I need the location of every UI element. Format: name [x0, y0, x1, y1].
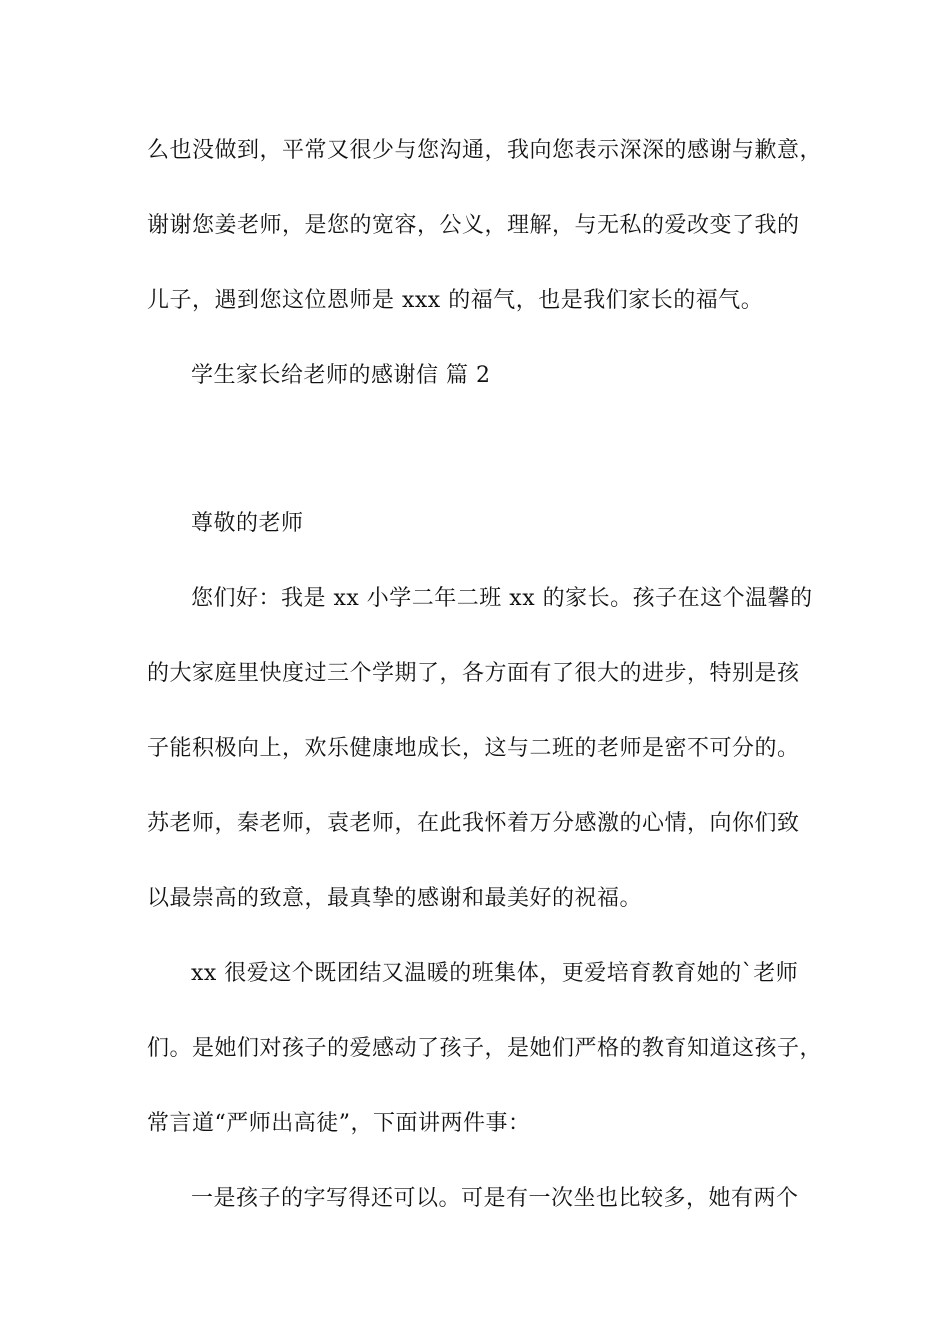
paragraph-line: 儿子，遇到您这位恩师是 xxx 的福气，也是我们家长的福气。 [147, 288, 764, 313]
paragraph-line: 您们好：我是 xx 小学二年二班 xx 的家长。孩子在这个温馨的 [191, 586, 813, 611]
paragraph-line: 么也没做到，平常又很少与您沟通，我向您表示深深的感谢与歉意， [147, 138, 823, 163]
paragraph-line: 以最崇高的致意，最真挚的感谢和最美好的祝福。 [147, 886, 643, 911]
paragraph-line: 们。是她们对孩子的爱感动了孩子，是她们严格的教育知道这孩子， [147, 1036, 823, 1061]
paragraph-line: 常言道“严师出高徒”，下面讲两件事： [147, 1111, 531, 1136]
paragraph-line: xx 很爱这个既团结又温暖的班集体，更爱培育教育她的`老师 [191, 961, 799, 986]
salutation: 尊敬的老师 [191, 511, 304, 536]
paragraph-line: 一是孩子的字写得还可以。可是有一次坐也比较多，她有两个 [191, 1186, 799, 1211]
section-heading: 学生家长给老师的感谢信 篇 2 [191, 363, 491, 388]
paragraph-line: 子能积极向上，欢乐健康地成长，这与二班的老师是密不可分的。 [147, 736, 800, 761]
paragraph-line: 谢谢您姜老师，是您的宽容，公义，理解，与无私的爱改变了我的 [147, 213, 800, 238]
paragraph-line: 的大家庭里快度过三个学期了，各方面有了很大的进步，特别是孩 [147, 661, 800, 686]
paragraph-line: 苏老师，秦老师，袁老师，在此我怀着万分感激的心情，向你们致 [147, 811, 800, 836]
